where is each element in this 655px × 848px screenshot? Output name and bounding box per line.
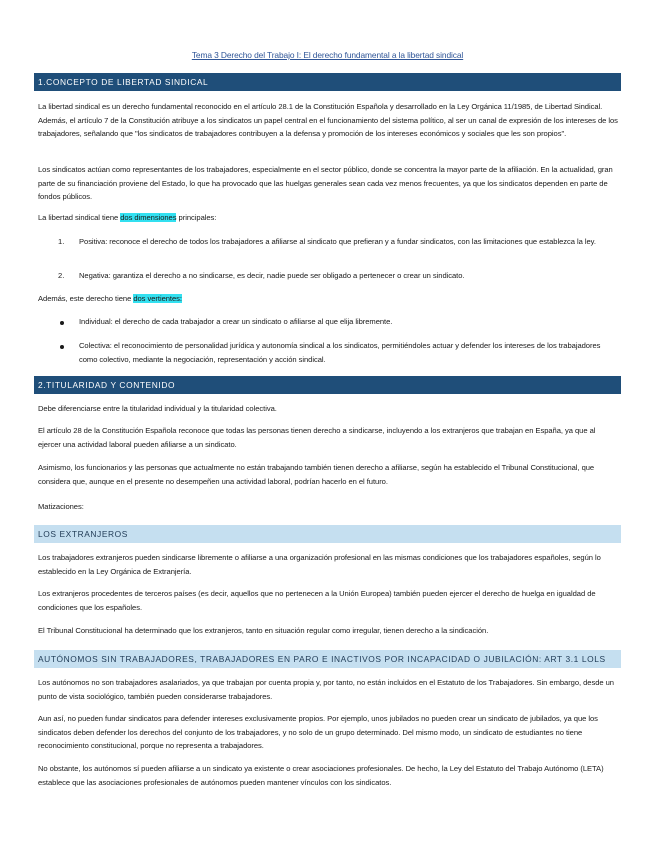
list-item: Colectiva: el reconocimiento de personalidad jurídica y autonomía sindical a los sindicatos, permitiéndoles actuar y defender los intereses de los trabajadores como colectivo, mediante la negociación, representación y acción sindical.: [79, 341, 601, 364]
bullet-row: [0, 321, 1, 322]
list-number: 2.: [58, 271, 65, 280]
subsection-heading-autonomos: AUTÓNOMOS SIN TRABAJADORES, TRABAJADORES EN PARO E INACTIVOS POR INCAPACIDAD O JUBILACIÓN: ART 3.1 LOLS: [34, 650, 621, 668]
paragraph: Los sindicatos actúan como representantes de los trabajadores, especialmente en el sector público, donde se concentra la mayor parte de la afiliación. En la actualidad, gran parte de su financiación proviene del Estado, lo que ha provocado que las huelgas generales sean cada vez menos frecuentes, ya que los sindicatos dependen en parte de fondos públicos.: [38, 165, 613, 201]
list-item: Negativa: garantiza el derecho a no sindicarse, es decir, nadie puede ser obligado a pertenecer o crear un sindicato.: [79, 271, 465, 280]
dimensions-intro: [38, 211, 620, 225]
highlighted-text: dos vertientes:: [133, 294, 182, 303]
paragraph: No obstante, los autónomos sí pueden afiliarse a un sindicato ya existente o crear asociaciones profesionales. De hecho, la Ley del Estatuto del Trabajo Autónomo (LETA) establece que las asociaciones profesionales de autónomos pueden mantener vínculos con los sindicatos.: [38, 764, 604, 787]
paragraph: Asimismo, los funcionarios y las personas que actualmente no están trabajando también tienen derecho a afiliarse, según ha establecido el Tribunal Constitucional, que considera que, aunque en el presente no desempeñen una actividad laboral, podrían hacerlo en el futuro.: [38, 463, 595, 486]
paragraph: Aun así, no pueden fundar sindicatos para defender intereses exclusivamente propios. Por ejemplo, unos jubilados no pueden crear un sindicato de jubilados, ya que los sindicatos deben defender los derechos del conjunto de los trabajadores, y no solo de un grupo determinado. Del mismo modo, un sindicato de estudiantes no tiene reconocimiento constitucional, porque no representa a trabajadores.: [38, 714, 598, 750]
list-item: Positiva: reconoce el derecho de todos los trabajadores a afiliarse al sindicato que prefieran y a fundar sindicatos, con las limitaciones que establezca la ley.: [79, 237, 596, 246]
bullet-icon: [60, 321, 64, 325]
highlighted-text: dos dimensiones: [120, 213, 177, 222]
bullet-icon: [60, 345, 64, 349]
paragraph: El artículo 28 de la Constitución Española reconoce que todas las personas tienen derecho a sindicarse, incluyendo a los extranjeros que trabajan en España, ya que al ejercer una actividad laboral pueden afiliarse a un sindicato.: [38, 426, 596, 449]
bullet-row: [0, 345, 1, 346]
document-title: Tema 3 Derecho del Trabajo I: El derecho fundamental a la libertad sindical: [191, 50, 464, 60]
paragraph: Los autónomos no son trabajadores asalariados, ya que trabajan por cuenta propia y, por tanto, no están incluidos en el Estatuto de los Trabajadores. Sin embargo, desde un punto de vista sociológico, también pueden considerarse trabajadores.: [38, 678, 614, 701]
paragraph: Debe diferenciarse entre la titularidad individual y la titularidad colectiva.: [38, 404, 277, 413]
text-span: La libertad sindical tiene: [38, 213, 121, 222]
text-span: principales:: [176, 213, 217, 222]
section-heading-titularidad: 2.TITULARIDAD Y CONTENIDO: [34, 376, 621, 394]
section-heading-concepto: 1.CONCEPTO DE LIBERTAD SINDICAL: [34, 73, 621, 91]
paragraph: Matizaciones:: [38, 502, 84, 511]
paragraph: La libertad sindical es un derecho fundamental reconocido en el artículo 28.1 de la Constitución Española y desarrollado en la Ley Orgánica 11/1985, de Libertad Sindical. Además, el artículo 7 de la Constitución atribuye a los sindicatos un papel central en el funcionamiento del sistema político, al ser un canal de expresión de los intereses de los trabajadores, señalando que "los sindicatos de trabajadores contribuyen a la defensa y promoción de los intereses económicos y sociales que les son propios".: [38, 102, 618, 138]
paragraph: Los trabajadores extranjeros pueden sindicarse libremente o afiliarse a una organización profesional en las mismas condiciones que los trabajadores españoles, según lo establecido en la Ley Orgánica de Extranjería.: [38, 553, 601, 576]
subsection-heading-extranjeros: LOS EXTRANJEROS: [34, 525, 621, 543]
paragraph: Los extranjeros procedentes de terceros países (es decir, aquellos que no pertenecen a la Unión Europea) también pueden ejercer el derecho de huelga en igualdad de condiciones que los españoles.: [38, 589, 596, 612]
paragraph: El Tribunal Constitucional ha determinado que los extranjeros, tanto en situación regular como irregular, tienen derecho a la sindicación.: [38, 626, 489, 635]
list-item: Individual: el derecho de cada trabajador a crear un sindicato o afiliarse al que elija libremente.: [79, 317, 393, 326]
list-number: 1.: [58, 237, 65, 246]
text-span: Además, este derecho tiene: [38, 294, 134, 303]
vertientes-intro: [38, 292, 620, 306]
